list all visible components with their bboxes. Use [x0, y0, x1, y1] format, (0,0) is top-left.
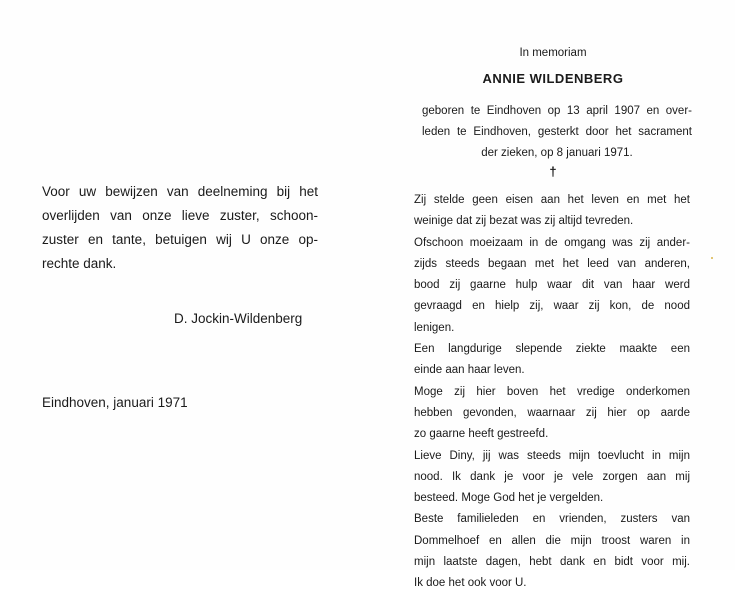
memorial-line: hebben gevonden, waarnaar zij hier op aarde [414, 406, 690, 419]
thanks-message [42, 180, 318, 276]
thanks-line: overlijden van onze lieve zuster, schoon- [42, 208, 318, 223]
deceased-name: ANNIE WILDENBERG [482, 71, 624, 86]
memorial-line: bood zij gaarne hulp waar dit van haar werd [414, 279, 690, 292]
memorial-line: Beste familieleden en vrienden, zusters van [414, 513, 690, 526]
memorial-line: weinige dat zij bezat was zij altijd tevreden. [414, 215, 634, 228]
memorial-line: nood. Ik dank je voor je vele zorgen aan mij [414, 470, 690, 483]
memorial-line: Ik doe het ook voor U. [414, 577, 527, 590]
birth-line: der zieken, op 8 januari 1971. [481, 147, 633, 159]
cross-icon: † [549, 164, 557, 179]
thanks-line: zuster en tante, betuigen wij U onze op- [42, 232, 318, 247]
birth-line: geboren te Eindhoven op 13 april 1907 en over- [422, 105, 692, 117]
thanks-line: rechte dank. [42, 256, 117, 271]
signature: D. Jockin-Wildenberg [174, 311, 303, 326]
memorial-line: Dommelhoef en allen die mijn troost waren in [414, 534, 690, 547]
memorial-text [414, 190, 690, 595]
memorial-line: Moge zij hier boven het vredige onderkomen [414, 385, 690, 398]
memorial-line: einde aan haar leven. [414, 364, 525, 377]
memorial-line: mijn laatste dagen, hebt dank en bidt voor mij. [414, 556, 690, 569]
memorial-line: Ofschoon moeizaam in de omgang was zij ander- [414, 236, 690, 249]
birth-death-details [422, 101, 692, 164]
memorial-line: besteed. Moge God het je vergelden. [414, 492, 604, 505]
memoriam-heading: In memoriam [519, 47, 587, 59]
thanks-line: Voor uw bewijzen van deelneming bij het [42, 184, 318, 199]
memorial-line: gevraagd en hielp zij, waar zij kon, de nood [414, 300, 690, 313]
memorial-line: Zij stelde geen eisen aan het leven en met het [414, 194, 690, 206]
memorial-line: zo gaarne heeft gestreefd. [414, 428, 549, 441]
paper-speck [711, 257, 713, 259]
memorial-line: Een langdurige slepende ziekte maakte een [414, 343, 690, 356]
memorial-line: Lieve Diny, jij was steeds mijn toevlucht in mijn [414, 449, 690, 462]
memorial-line: lenigen. [414, 321, 455, 334]
birth-line: leden te Eindhoven, gesterkt door het sacrament [422, 126, 692, 138]
memorial-line: zijds steeds begaan met het leed van anderen, [414, 257, 690, 270]
place-date: Eindhoven, januari 1971 [42, 395, 188, 410]
